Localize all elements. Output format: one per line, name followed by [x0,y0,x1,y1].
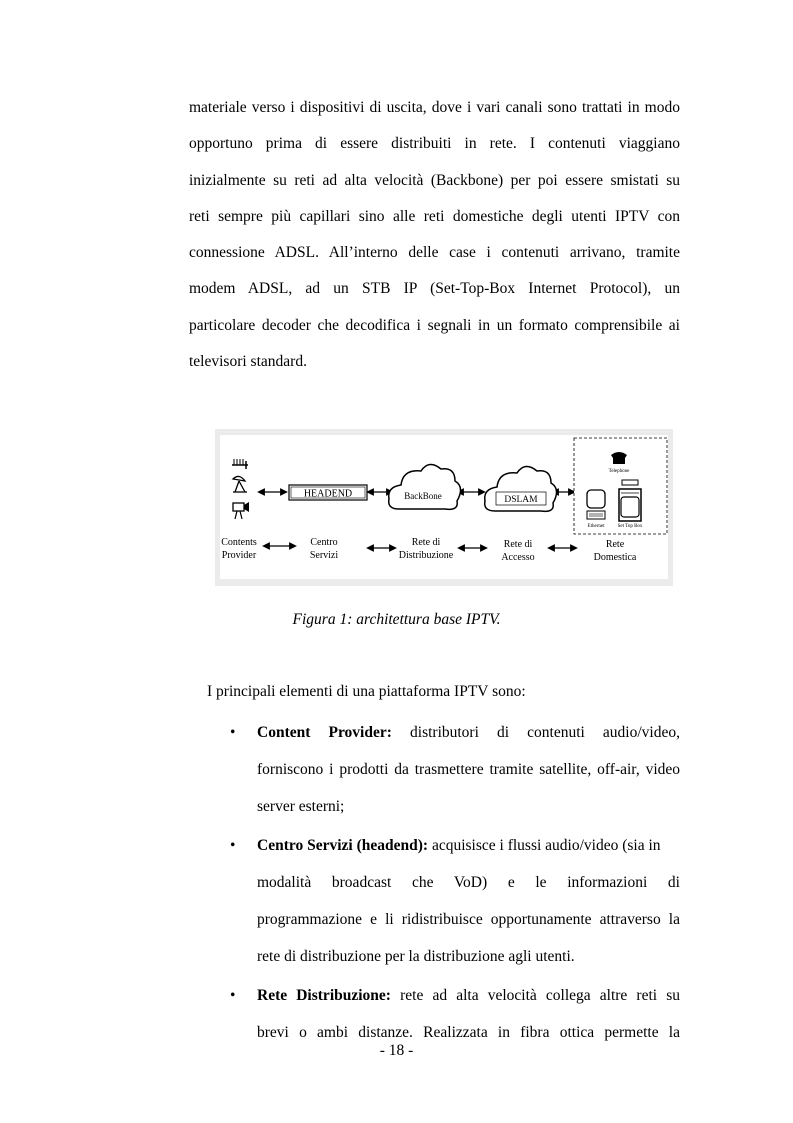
list-item [230,827,680,975]
computer-icon [587,490,605,519]
list-item [230,714,680,825]
backbone-cloud [389,464,461,509]
body-paragraph [189,90,680,380]
page-number: - 18 - [379,1042,414,1059]
label-distribuzione: Distribuzione [398,550,454,561]
satellite-dish-icon [233,476,247,492]
label-rete-di-2: Rete di [503,539,533,550]
home-network-box [574,438,667,534]
iptv-architecture-figure [215,429,673,586]
elements-list [230,714,680,1053]
bullet-icon: • [230,987,236,1004]
headend-box [289,485,367,500]
headend-label: HEADEND [303,488,353,500]
list-item-text: rete di distribuzione per la distribuzione agli utenti. [257,948,575,965]
label-domestica: Domestica [593,552,637,563]
list-item-term: Centro Servizi (headend): [257,837,429,854]
label-centro: Centro [310,537,338,548]
paragraph-line: materiale verso i dispositivi di uscita, dove i vari canali sono trattati in modo [189,99,680,116]
list-item-text: programmazione e li ridistribuisce opportunamente attraverso la [257,911,680,928]
paragraph-line: opportuno prima di essere distribuiti in rete. I contenuti viaggiano [189,135,680,153]
list-item-text: brevi o ambi distanze. Realizzata in fibra ottica permette la [257,1024,680,1041]
dslam-label: DSLAM [504,495,538,505]
iptv-architecture-diagram [215,429,673,586]
list-item-text: rete ad alta velocità collega altre reti su [390,987,680,1004]
telephone-label: Telephone [608,469,630,474]
list-item-text: forniscono i prodotti da trasmettere tramite satellite, off-air, video [257,761,680,778]
paragraph-line: reti sempre più capillari sino alle reti domestiche degli utenti IPTV con [189,207,680,225]
set-top-box-label: Set Top Box [617,524,643,529]
label-rete-di-1: Rete di [411,537,441,548]
telephone-icon [611,452,627,464]
label-contents: Contents [221,537,257,548]
list-item-text: modalità broadcast che VoD) e le informazioni di [257,874,680,891]
bullet-icon: • [230,837,236,854]
list-item-text: server esterni; [257,798,345,815]
paragraph-line: connessione ADSL. All’interno delle case i contenuti arrivano, tramite [189,244,680,262]
paragraph-line: particolare decoder che decodifica i segnali in un formato comprensibile ai [189,316,680,334]
list-item-term: Content Provider: [257,724,392,741]
paragraph-line: televisori standard. [189,353,307,371]
ethernet-label: Ethernet [587,524,605,529]
bullet-icon: • [230,724,236,741]
dslam-cloud [485,466,557,511]
label-rete: Rete [605,539,625,550]
label-accesso: Accesso [501,552,535,563]
list-item [230,977,680,1051]
video-camera-icon [233,502,249,519]
paragraph-line: modem ADSL, ad un STB IP (Set-Top-Box Internet Protocol), un [189,280,680,298]
label-servizi: Servizi [309,550,339,561]
figure-caption: Figura 1: architettura base IPTV. [292,611,501,628]
paragraph-line: inizialmente su reti ad alta velocità (Backbone) per poi essere smistati su [189,171,680,189]
antenna-icon [232,459,248,469]
list-item-text: acquisisce i flussi audio/video (sia in [428,837,661,854]
list-item-text: distributori di contenuti audio/video, [391,724,680,741]
backbone-label: BackBone [404,491,442,501]
list-item-term: Rete Distribuzione: [257,987,391,1004]
label-provider: Provider [221,550,257,561]
elements-intro: I principali elementi di una piattaforma IPTV sono: [207,683,526,700]
